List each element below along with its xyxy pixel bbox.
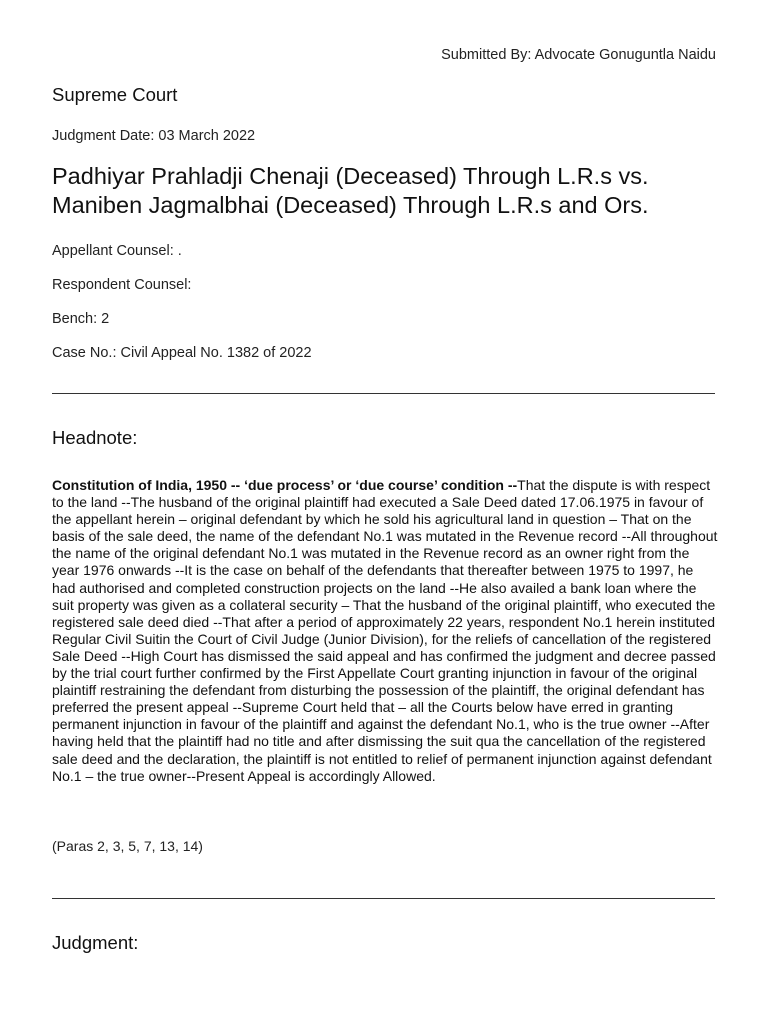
headnote-lead: Constitution of India, 1950 -- ‘due process’ or ‘due course’ condition -- [52, 477, 518, 493]
divider [52, 393, 715, 394]
appellant-counsel: Appellant Counsel: . [52, 243, 182, 259]
headnote-text [52, 477, 719, 785]
case-title: Padhiyar Prahladji Chenaji (Deceased) Through L.R.s vs. Maniben Jagmalbhai (Deceased) Through L.R.s and Ors. [52, 163, 649, 218]
headnote-heading: Headnote: [52, 427, 138, 448]
case-number: Case No.: Civil Appeal No. 1382 of 2022 [52, 345, 312, 361]
divider [52, 898, 715, 899]
paras-reference: (Paras 2, 3, 5, 7, 13, 14) [52, 838, 203, 854]
submitted-by-line: Submitted By: Advocate Gonuguntla Naidu [441, 47, 716, 63]
judgment-date: Judgment Date: 03 March 2022 [52, 128, 256, 144]
judgment-heading: Judgment: [52, 932, 139, 953]
bench: Bench: 2 [52, 311, 110, 327]
court-name: Supreme Court [52, 84, 178, 105]
respondent-counsel: Respondent Counsel: [52, 277, 192, 293]
headnote-body: That the dispute is with respect to the land --The husband of the original plaintiff had executed a Sale Deed dated 17.06.1975 in favour of the appellant herein – original defendant by which he sold his agricultural land in question – That on the basis of the sale deed, the name of the defendant No.1 was mutated in the Revenue record --All throughout the name of the original defendant No.1 was mutated in the Revenue record as an owner right from the year 1976 onwards --It is the case on behalf of the defendants that thereafter between 1975 to 1997, he had authorised and completed construction projects on the land --He also availed a bank loan where the suit property was given as a collateral security – That the husband of the original plaintiff, who executed the registered sale deed died --That after a period of approximately 22 years, respondent No.1 herein instituted Regular Civil Suitin the Court of Civil Judge (Junior Division), for the reliefs of cancellation of the registered Sale Deed --High Court has dismissed the said appeal and has confirmed the judgment and decree passed by the trial court further confirmed by the First Appellate Court granting injunction in favour of the original plaintiff restraining the defendant from disturbing the possession of the plaintiff, the original defendant has preferred the present appeal --Supreme Court held that – all the Courts below have erred in granting permanent injunction in favour of the plaintiff and against the defendant No.1, who is the true owner --After having held that the plaintiff had no title and after dismissing the suit qua the cancellation of the registered sale deed and the declaration, the plaintiff is not entitled to relief of permanent injunction against defendant No.1 – the true owner--Present Appeal is accordingly Allowed. [52, 477, 718, 784]
